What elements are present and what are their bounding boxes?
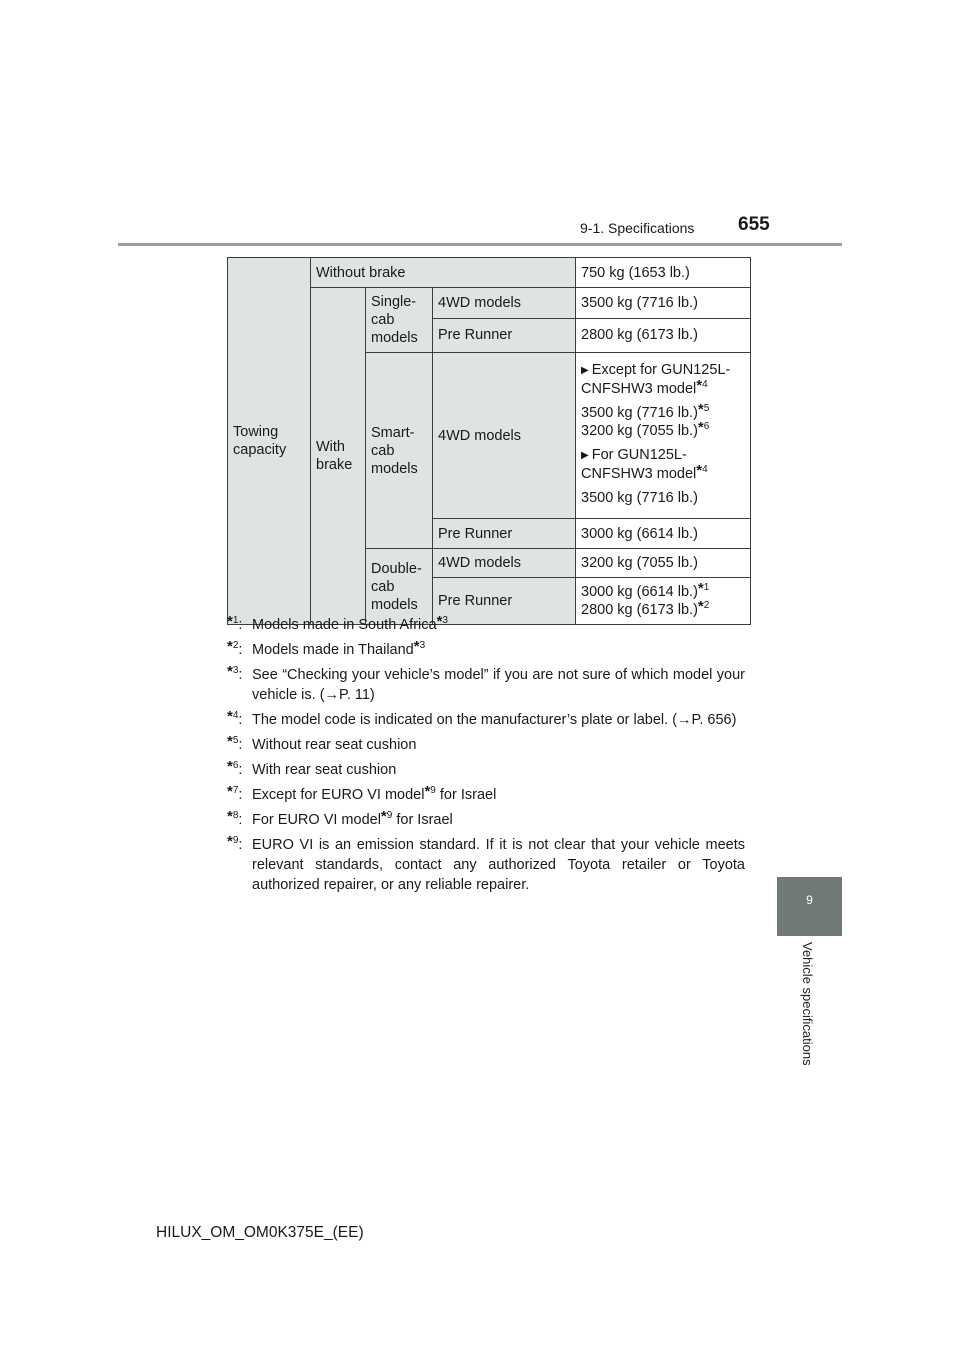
footnote-5: $^{*5}$: Without rear seat cushion xyxy=(227,733,417,753)
double-cab-label: Double-cab models xyxy=(366,549,433,625)
without-brake-value: 750 kg (1653 lb.) xyxy=(576,258,751,288)
single-cab-4wd-value: 3500 kg (7716 lb.) xyxy=(576,288,751,319)
for-bullet: ▶ For GUN125L-CNFSHW3 model$^{*4}$ xyxy=(581,447,708,482)
single-cab-prerunner-value: 2800 kg (6173 lb.) xyxy=(576,318,751,352)
single-cab-prerunner-label: Pre Runner xyxy=(433,318,576,352)
footnote-2: $^{*2}$: Models made in Thailand$^{*3}$ xyxy=(227,638,426,658)
for-value: 3500 kg (7716 lb.) xyxy=(581,490,698,506)
smart-cab-prerunner-label: Pre Runner xyxy=(433,519,576,549)
with-brake-label: With brake xyxy=(311,288,366,625)
footnote-4: $^{*4}$: The model code is indicated on the manufacturer’s plate or label. (→P. 656) xyxy=(227,708,737,728)
towing-capacity-label: Towing capacity xyxy=(228,258,311,625)
double-cab-prerunner-value: 3000 kg (6614 lb.)$^{*1}$ 2800 kg (6173 lb.)$^{*2}$ xyxy=(576,578,751,625)
smart-cab-prerunner-value: 3000 kg (6614 lb.) xyxy=(576,519,751,549)
smart-cab-label: Smart-cab models xyxy=(366,353,433,549)
footnotes xyxy=(227,615,745,900)
section-title: 9-1. Specifications xyxy=(580,220,695,236)
smart-cab-4wd-label: 4WD models xyxy=(433,353,576,519)
except-values: 3500 kg (7716 lb.)$^{*5}$ 3200 kg (7055 lb.)$^{*6}$ xyxy=(581,401,710,439)
single-cab-label: Single-cab models xyxy=(366,288,433,353)
footnote-8: $^{*8}$: For EURO VI model$^{*9}$ for Israel xyxy=(227,808,453,828)
triangle-bullet-icon: ▶ xyxy=(581,365,589,376)
header-rule xyxy=(118,243,842,246)
smart-cab-4wd-value xyxy=(576,353,751,519)
footnote-3: $^{*3}$: See “Checking your vehicle’s model” if you are not sure of which model your vehicle is. (→P. 11) xyxy=(227,663,745,703)
footnote-7: $^{*7}$: Except for EURO VI model$^{*9}$ for Israel xyxy=(227,783,497,803)
side-chapter-label: Vehicle specifications xyxy=(800,942,815,1066)
footnote-9: $^{*9}$: EURO VI is an emission standard. If it is not clear that your vehicle meets relevant standards, contact any authorized Toyota retailer or Toyota authorized repairer, or any reliable repairer. xyxy=(227,833,745,893)
double-cab-4wd-label: 4WD models xyxy=(433,549,576,578)
footnote-6: $^{*6}$: With rear seat cushion xyxy=(227,758,397,778)
single-cab-4wd-label: 4WD models xyxy=(433,288,576,319)
side-chapter-number: 9 xyxy=(806,893,813,907)
without-brake-label: Without brake xyxy=(311,258,576,288)
double-cab-4wd-value: 3200 kg (7055 lb.) xyxy=(576,549,751,578)
triangle-bullet-icon: ▶ xyxy=(581,450,589,461)
except-bullet: ▶ Except for GUN125L-CNFSHW3 model$^{*4}$ xyxy=(581,362,731,397)
document-code: HILUX_OM_OM0K375E_(EE) xyxy=(156,1224,364,1241)
footnote-1: $^{*1}$: Models made in South Africa$^{*3}$ xyxy=(227,613,448,633)
towing-capacity-table xyxy=(227,257,751,625)
page-number: 655 xyxy=(738,214,770,235)
double-cab-prerunner-label: Pre Runner xyxy=(433,578,576,625)
